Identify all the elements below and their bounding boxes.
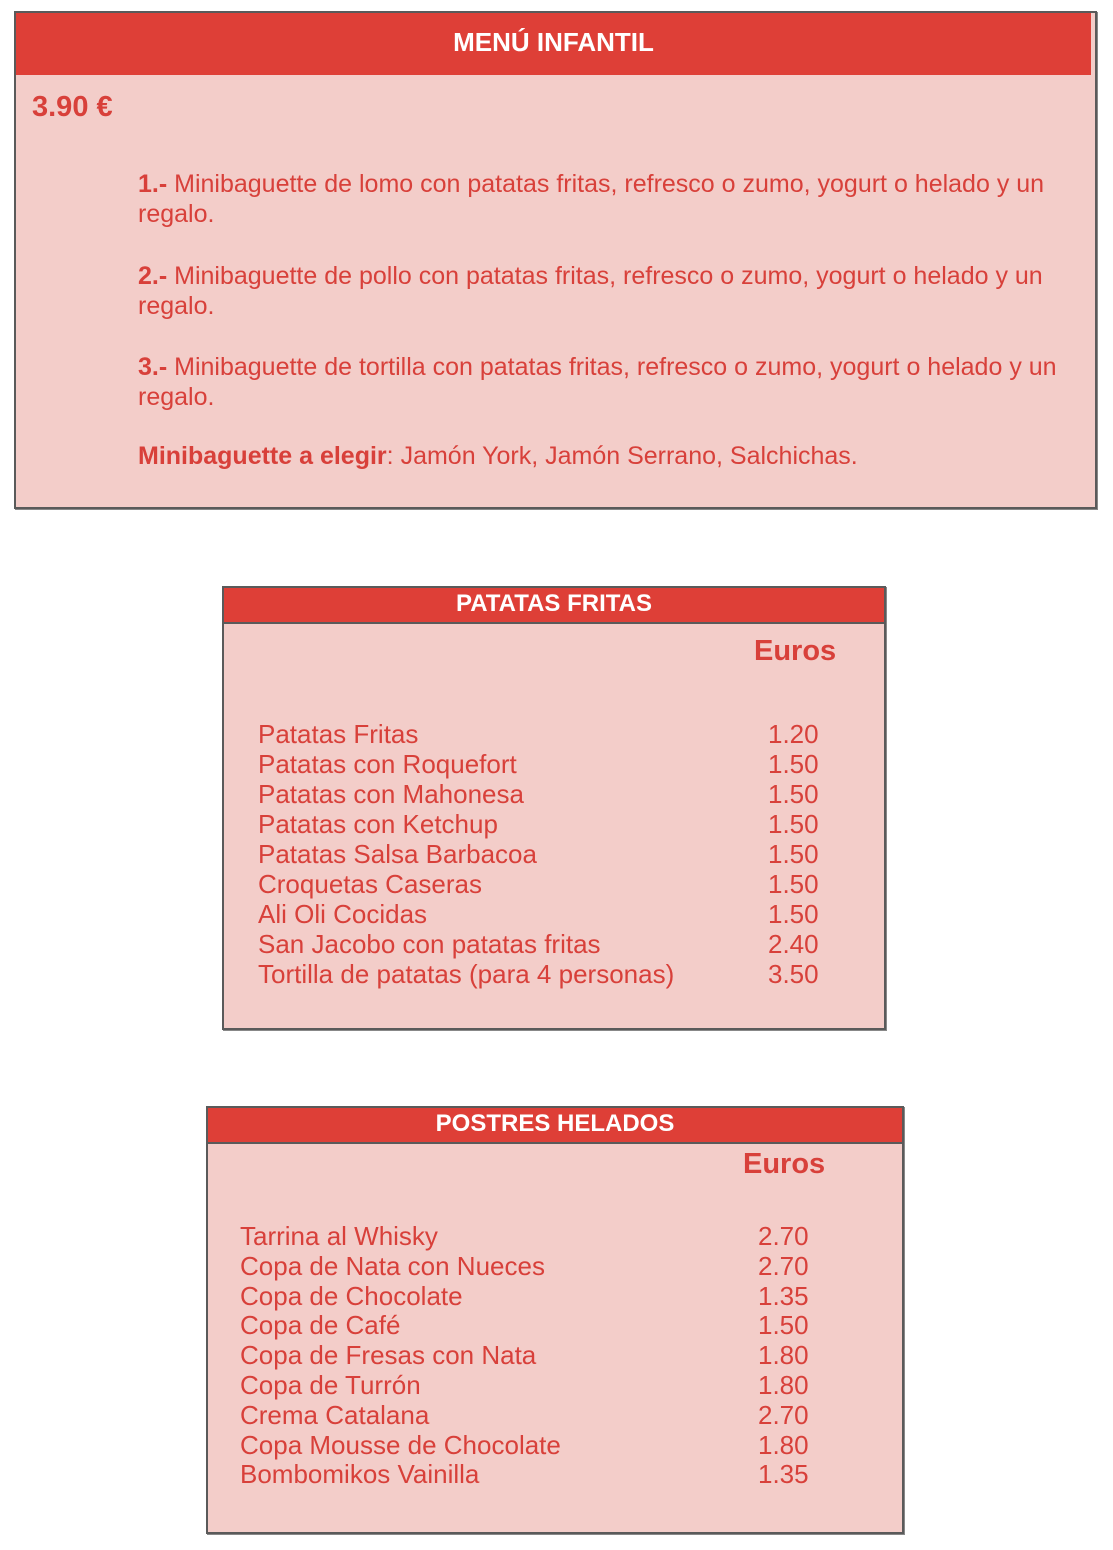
item-price: 2.70 bbox=[758, 1250, 809, 1281]
price-row bbox=[258, 839, 878, 869]
price-row bbox=[240, 1341, 890, 1371]
menu-infantil-price: 3.90 € bbox=[32, 91, 113, 123]
item-name: Patatas con Mahonesa bbox=[258, 779, 524, 809]
item-price: 1.80 bbox=[758, 1340, 809, 1371]
item-price: 2.40 bbox=[768, 929, 819, 959]
item-name: Tarrina al Whisky bbox=[240, 1221, 438, 1251]
menu-item-text: Minibaguette de lomo con patatas fritas, refresco o zumo, yogurt o helado y un regalo. bbox=[138, 170, 1045, 228]
item-name: Crema Catalana bbox=[240, 1399, 430, 1430]
price-row bbox=[240, 1460, 890, 1490]
item-name: Copa de Chocolate bbox=[240, 1280, 463, 1311]
price-row bbox=[240, 1311, 890, 1341]
item-price: 1.50 bbox=[768, 749, 819, 779]
item-name: Bombomikos Vainilla bbox=[240, 1459, 480, 1490]
item-price: 1.50 bbox=[768, 839, 819, 869]
menu-infantil-box bbox=[14, 11, 1097, 509]
item-price: 1.50 bbox=[768, 869, 819, 899]
price-row bbox=[258, 809, 878, 839]
postres-price-list bbox=[240, 1222, 890, 1490]
patatas-price-list bbox=[258, 719, 878, 989]
price-row bbox=[258, 749, 878, 779]
menu-item-number: 2.- bbox=[138, 262, 168, 290]
item-price: 1.20 bbox=[768, 719, 819, 749]
item-price: 1.35 bbox=[758, 1459, 809, 1490]
item-price: 2.70 bbox=[758, 1399, 809, 1430]
menu-item-2 bbox=[138, 261, 1058, 321]
price-row bbox=[258, 719, 878, 749]
item-name: San Jacobo con patatas fritas bbox=[258, 929, 601, 959]
choice-options: : Jamón York, Jamón Serrano, Salchichas. bbox=[386, 442, 858, 470]
item-price: 2.70 bbox=[758, 1221, 809, 1251]
menu-item-text: Minibaguette de pollo con patatas fritas, refresco o zumo, yogurt o helado y un regalo. bbox=[138, 262, 1043, 320]
item-name: Tortilla de patatas (para 4 personas) bbox=[258, 959, 675, 989]
item-name: Copa Mousse de Chocolate bbox=[240, 1429, 561, 1460]
item-price: 1.50 bbox=[758, 1310, 809, 1341]
item-name: Patatas Salsa Barbacoa bbox=[258, 839, 537, 869]
item-price: 1.80 bbox=[758, 1369, 809, 1400]
patatas-fritas-title: PATATAS FRITAS bbox=[224, 588, 884, 624]
price-row bbox=[240, 1222, 890, 1252]
price-row bbox=[240, 1252, 890, 1282]
item-name: Croquetas Caseras bbox=[258, 869, 482, 899]
item-price: 1.50 bbox=[768, 809, 819, 839]
item-name: Patatas con Ketchup bbox=[258, 809, 498, 839]
price-row bbox=[240, 1431, 890, 1461]
patatas-fritas-box bbox=[222, 586, 886, 1030]
price-row bbox=[258, 779, 878, 809]
item-price: 1.50 bbox=[768, 899, 819, 929]
item-name: Copa de Fresas con Nata bbox=[240, 1340, 537, 1371]
price-row bbox=[258, 959, 878, 989]
price-row bbox=[258, 929, 878, 959]
menu-infantil-title: MENÚ INFANTIL bbox=[16, 13, 1091, 75]
choice-label: Minibaguette a elegir bbox=[138, 442, 387, 470]
price-row bbox=[258, 869, 878, 899]
item-name: Patatas con Roquefort bbox=[258, 749, 517, 779]
menu-item-1 bbox=[138, 169, 1058, 229]
currency-header: Euros bbox=[743, 1148, 826, 1180]
postres-helados-box bbox=[206, 1106, 904, 1534]
menu-item-number: 3.- bbox=[138, 353, 168, 381]
price-row bbox=[240, 1371, 890, 1401]
currency-header: Euros bbox=[754, 635, 837, 667]
item-name: Copa de Café bbox=[240, 1310, 401, 1341]
menu-item-number: 1.- bbox=[138, 170, 168, 198]
minibaguette-choice bbox=[138, 441, 858, 471]
item-price: 3.50 bbox=[768, 959, 819, 989]
item-price: 1.80 bbox=[758, 1429, 809, 1460]
item-price: 1.50 bbox=[768, 779, 819, 809]
item-name: Ali Oli Cocidas bbox=[258, 899, 428, 929]
item-name: Copa de Turrón bbox=[240, 1369, 421, 1400]
price-row bbox=[240, 1401, 890, 1431]
price-row bbox=[240, 1282, 890, 1312]
menu-item-text: Minibaguette de tortilla con patatas fritas, refresco o zumo, yogurt o helado y un regalo. bbox=[138, 353, 1057, 411]
price-row bbox=[258, 899, 878, 929]
postres-helados-title: POSTRES HELADOS bbox=[208, 1108, 902, 1144]
item-name: Copa de Nata con Nueces bbox=[240, 1250, 545, 1281]
menu-item-3 bbox=[138, 352, 1058, 412]
item-name: Patatas Fritas bbox=[258, 719, 419, 749]
item-price: 1.35 bbox=[758, 1280, 809, 1311]
